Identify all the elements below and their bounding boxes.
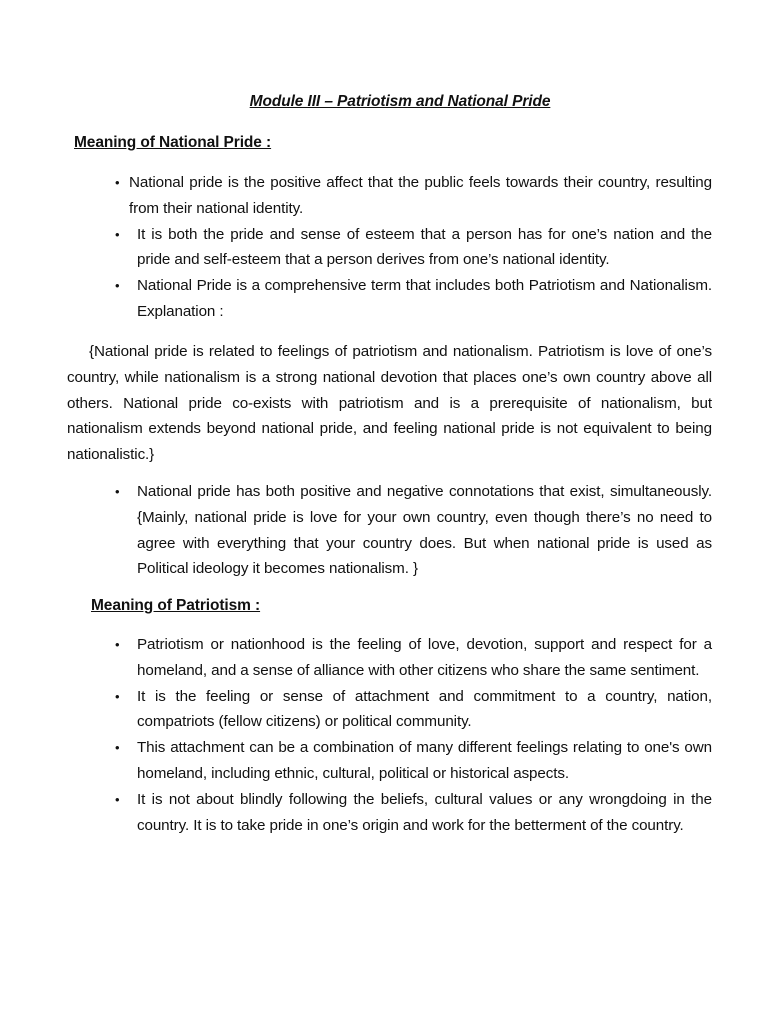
patriotism-list bbox=[115, 632, 712, 838]
national-pride-extra-list bbox=[115, 479, 712, 582]
explanation-paragraph: {National pride is related to feelings of patriotism and nationalism. Patriotism is love of one’s country, while nationalism is a strong national devotion that places one’s own country above all others. National pride co-exists with patriotism and is a prerequisite of nationalism, but nationalism extends beyond national pride, and feeling national pride is not equivalent to being nationalistic.} bbox=[67, 343, 712, 464]
page-title: Module III – Patriotism and National Pride bbox=[249, 93, 551, 110]
bullet-icon: • bbox=[115, 484, 120, 499]
list-item-text: It is not about blindly following the beliefs, cultural values or any wrongdoing in the country. It is to take pride in one’s origin and work for the betterment of the country. bbox=[137, 790, 712, 834]
section-heading-patriotism: Meaning of Patriotism : bbox=[91, 597, 261, 614]
list-item-text: National Pride is a comprehensive term that includes both Patriotism and Nationalism. Explanation : bbox=[137, 277, 712, 320]
list-item bbox=[115, 787, 712, 839]
list-item bbox=[115, 632, 712, 684]
bullet-icon: • bbox=[115, 740, 120, 756]
list-item-text: This attachment can be a combination of many different feelings relating to one's own homeland, including ethnic, cultural, political or historical aspects. bbox=[137, 739, 712, 782]
list-item-text: It is both the pride and sense of esteem that a person has for one’s nation and the pride and self-esteem that a person derives from one’s national identity. bbox=[137, 225, 712, 269]
list-item bbox=[115, 222, 712, 274]
list-item bbox=[115, 735, 712, 787]
bullet-icon: • bbox=[115, 791, 120, 807]
bullet-icon: • bbox=[115, 688, 120, 704]
list-item bbox=[115, 479, 712, 582]
bullet-icon: • bbox=[115, 226, 120, 242]
bullet-icon: • bbox=[115, 278, 120, 294]
list-item bbox=[115, 684, 712, 736]
section-heading-national-pride: Meaning of National Pride : bbox=[74, 134, 272, 151]
bullet-icon: • bbox=[115, 637, 120, 652]
bullet-icon: • bbox=[115, 175, 120, 190]
list-item-text: National pride has both positive and negative connotations that exist, simultaneously. {Mainly, national pride is love for your own country, even though there’s no need to agree with everything that your country does. But when national pride is used as Political ideology it becomes nationalism. } bbox=[137, 483, 712, 578]
list-item bbox=[115, 273, 712, 325]
list-item-text: Patriotism or nationhood is the feeling of love, devotion, support and respect for a homeland, and a sense of alliance with other citizens who share the same sentiment. bbox=[137, 636, 712, 679]
list-item-text: It is the feeling or sense of attachment and commitment to a country, nation, compatriots (fellow citizens) or political community. bbox=[137, 687, 712, 731]
national-pride-list bbox=[115, 170, 712, 325]
list-item-text: National pride is the positive affect that the public feels towards their country, resulting from their national identity. bbox=[129, 174, 712, 217]
list-item bbox=[115, 170, 712, 222]
